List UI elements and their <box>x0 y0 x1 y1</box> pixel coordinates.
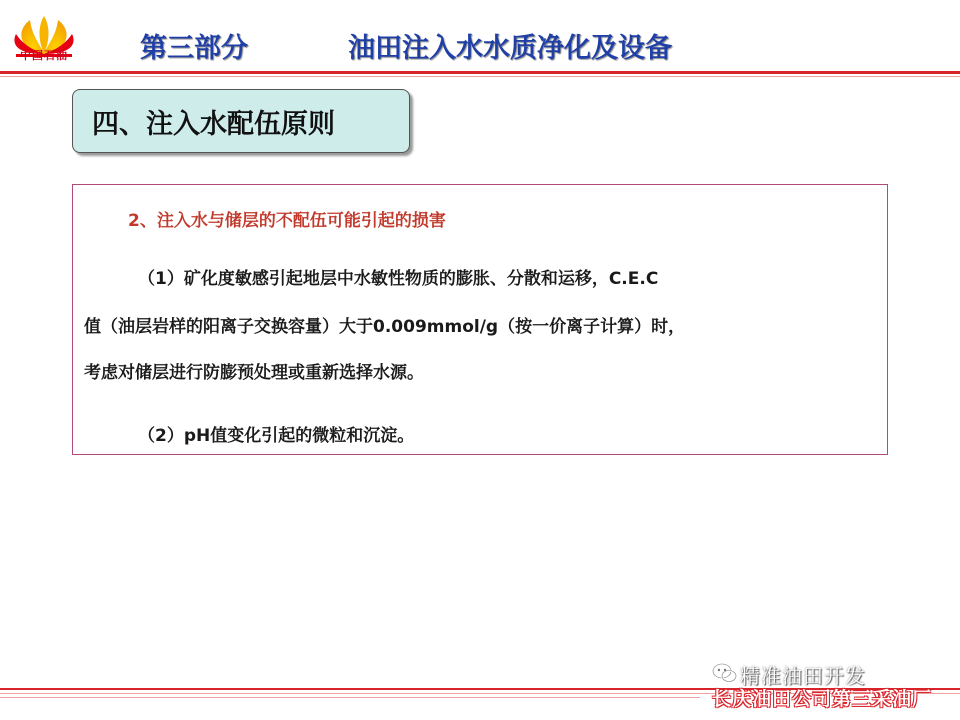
content-subheading: 2、注入水与储层的不配伍可能引起的损害 <box>128 211 446 231</box>
wechat-icon <box>712 662 738 684</box>
logo-caption: 中国石油 <box>20 49 68 62</box>
paragraph-1-line-1: （1）矿化度敏感引起地层中水敏性物质的膨胀、分散和运移，C.E.C <box>138 269 659 289</box>
paragraph-1-line-2: 值（油层岩样的阳离子交换容量）大于0.009mmol/g（按一价离子计算）时， <box>84 317 686 337</box>
header-divider <box>0 71 960 74</box>
paragraph-1-line-3: 考虑对储层进行防膨预处理或重新选择水源。 <box>84 363 424 383</box>
paragraph-2: （2）pH值变化引起的微粒和沉淀。 <box>138 426 415 446</box>
page-title: 油田注入水水质净化及设备 <box>348 33 672 64</box>
part-label: 第三部分 <box>140 33 248 64</box>
section-title: 四、注入水配伍原则 <box>92 109 335 140</box>
footer-organization: 长庆油田公司第三采油厂 <box>712 688 933 710</box>
header-divider-thin <box>0 76 960 77</box>
watermark-text: 精准油田开发 <box>740 664 866 688</box>
footer-divider-thin-2 <box>0 697 700 698</box>
